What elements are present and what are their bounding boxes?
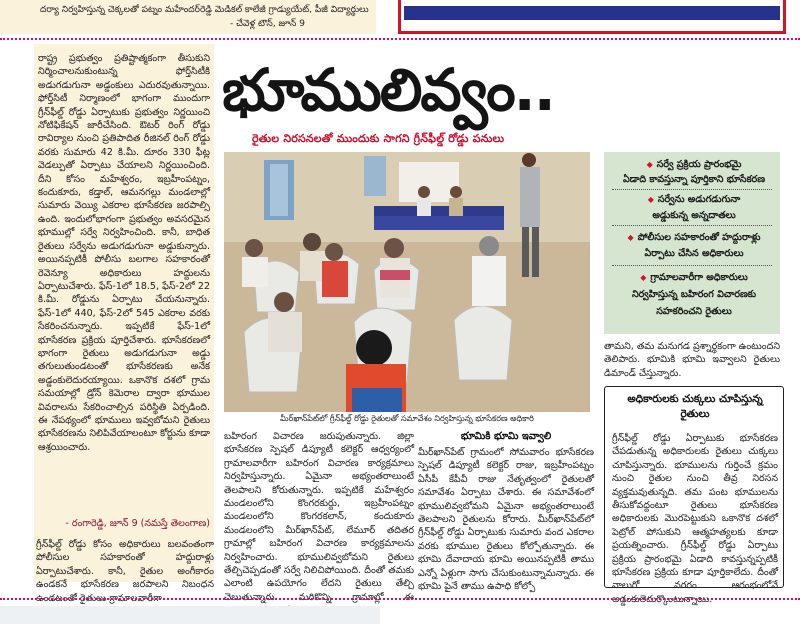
highlight-item-4: ◆ గ్రామాలవారీగా అధికారులు [640, 272, 748, 283]
diamond-bullet-icon: ◆ [640, 273, 647, 282]
highlight-divider [612, 265, 772, 266]
farmers-resist-title: అధికారులకు చుక్కలు చూపిస్తున్న రైతులు [627, 393, 763, 420]
highlight-item-4-cont: నిర్వహిస్తున్న బహిరంగ విచారణకు [631, 289, 757, 300]
left-column-lower-text: గ్రీన్‌ఫీల్డ్ రోడ్డు కోసం అధికారులు బలవంతంగా పోలీసుల సహకారంతో హద్దురాళ్లు ఏర్పాటుచేశారు. కానీ, రైతుల అంగీకారం ఉండకనే భూసేకరణ జరపాలని నిబంధన ఉండటంతో రైతులు గ్రామాలవారీగా [36, 539, 214, 604]
farmers-resist-body: గ్రీన్‌ఫీల్డ్ రోడ్డు ఏర్పాటుకు భూసేకరణ చేపడుతున్న అధికారులకు రైతులు చుక్కలు చూపిస్తున్నారు. భూములను గుర్తించే క్రమం నుంచి రైతుల నుంచి తీవ్ర నిరసన వ్యక్తమవుతున్నది. తమ పంట భూములను తీసుకోవద్దంటూ రైతులు భూసేకరణ అధికారులకు మొరపెట్టుకుని ఒకానొక దశలో పెట్రోల్ పోసుకుని ఆత్మహత్యలకు కూడా ప్రయత్నించారు. గ్రీన్‌ఫీల్డ్ రోడ్డు ఏర్పాటు ప్రక్రియ ప్రారంభమై ఏడాది కావస్తున్నప్పటికీ భూసేకరణ ప్రక్రియ కూడా పూర్తికాలేదు. దీంతో నాలుగో నగరం ఆరంభంలోనే అడ్డంకులెదుర్కొంటున్నాయి. [612, 433, 778, 605]
photo-caption: మీర్‌ఖాన్‌పేట్‌లో గ్రీన్‌ఫీల్డ్ రోడ్డు రైతులతో సమావేశం నిర్వహిస్తున్న భూసేకరణ అధికారి [224, 412, 590, 426]
highlight-item-1: ◆ సర్వే ప్రక్రియ ప్రారంభమై [646, 159, 742, 170]
middle-column-1: బహిరంగ విచారణ జరుపుతున్నారు. జిల్లా భూసేకరణ స్పెషల్ డిప్యూటీ కలెక్టర్ ఆధ్వర్యంలో గ్రామాలవారీగా బహిరంగ విచారణ కార్యక్రమాలు నిర్వహిస్తున్నారు. ఏమైనా అభ్యంతరాలుంటే తెలపాలని కోరుతున్నారు. ఇప్పటికే మహేశ్వరం మండలంలోని కొంగరకుర్దు, ఇబ్రహీంపట్నం మండలంలోని కొంగరకలాన్, కందుకూరు మండలంలోని మీర్‌ఖాన్‌పేట్, లేమూర్ తదితర గ్రామాల్లో బహిరంగ విచారణ కార్యక్రమాలను నిర్వహించారు. భూములివ్వబోమని రైతులు తేల్చిచెప్పడంతో సర్వే నిలిచిపోయింది. దీంతో తమకు ఎలాంటి ఉపయోగం లేదని రైతులు తేల్చి చెబుతున్నారు. మరికొన్ని గ్రామాల్లో ఈ [224, 431, 414, 603]
left-column-credit: - రంగారెడ్డి, జూన్ 9 (నమస్తే తెలంగాణ) [65, 518, 210, 529]
highlight-item-3: ◆ పోలీసుల సహకారంతో హద్దురాళ్లు [627, 232, 761, 243]
section-divider-top [0, 38, 800, 40]
top-right-ad-band [404, 6, 780, 20]
highlight-divider [612, 225, 772, 226]
headline: భూములివ్వం.. [222, 56, 554, 124]
highlight-item-1-cont: ఏడాది కావస్తున్నా పూర్తికాని భూసేకరణ [622, 174, 766, 185]
land-for-land-heading: భూమికి భూమి ఇవ్వాలి [460, 431, 552, 442]
next-article-strip [0, 606, 380, 624]
highlight-item-3-cont: ఏర్పాటు చేసిన అధికారులు [644, 248, 744, 259]
highlights-box [604, 152, 780, 334]
diamond-bullet-icon: ◆ [627, 233, 634, 242]
middle-column-2: మీర్‌ఖాన్‌పేట్ గ్రామంలో సోమవారం భూసేకరణ స్పెషల్ డిప్యూటీ కలెక్టర్ రాజు, ఇబ్రహీంపట్నం ఏసీపీ కేపీవీ రాజు నేతృత్వంలో రైతులతో సమావేశం ఏర్పాటు చేశారు. ఈ సమావేశంలో భూములివ్వబోమని ఏమైనా అభ్యంతరాలుంటే తెలపాలని రైతులను కోరారు. మీర్‌ఖాన్‌పేట్‌లో గ్రీన్‌ఫీల్డ్ రోడ్డు ఏర్పాటుకు సుమారు వంద ఎకరాల వరకు భూముల రైతులు కోల్పోతున్నారు. ఈ భూమి దేవాదాయ భూమి అయినప్పటికీ తాము ఎన్నో ఏళ్లుగా సాగు చేసుకుంటున్నామన్నారు. ఈ భూమి పైనే తాము ఉపాధి కోల్పో [418, 447, 594, 593]
previous-article-text: దర్యా నిర్వహిస్తున్న చెక్కలతో పట్నం మహేందర్‌రెడ్డి మెడికల్ కాలేజీ గ్రాడ్యుయేట్, పీజీ విద్యార్థులు [40, 5, 369, 15]
left-column-body: రాష్ట్ర ప్రభుత్వం ప్రతిష్టాత్మకంగా తీసుకుని నిర్మించాలనుకుంటున్న ఫోర్త్‌సిటీకి అడుగడుగునా అడ్డంకులు ఎదురవుతున్నాయి. ఫోర్త్‌సిటీ నిర్మాణంలో భాగంగా ముందుగా గ్రీన్‌ఫీల్డ్ రోడ్డు ఏర్పాటుకు ప్రభుత్వం నిర్ణయించి నోటిఫికేషన్ జారీచేసింది. ఔటర్ రింగ్ రోడ్డు రావిర్యాల నుంచి ప్రతిపాదిత రీజినల్ రింగ్ రోడ్డు వరకు సుమారు 42 కి.మీ. దూరం 330 ఫీట్ల వెడల్పుతో ఏర్పాటు చేయాలని నిర్ణయించింది. దీని కోసం మహేశ్వరం, ఇబ్రహీంపట్నం, కందుకూరు, కడ్తాల్, ఆమనగల్లు మండలాల్లో సుమారు వెయ్యి ఎకరాల భూసేకరణ జరపాల్సి ఉంది. ఇందులోభాగంగా ప్రభుత్వం అవసరమైన భూముల్లో సర్వే నిర్వహించింది. కానీ, బాధిత రైతులు సర్వేను అడుగడుగునా అడ్డుకున్నారు. అయినప్పటికీ పోలీసు బలగాల సహకారంతో రెవెన్యూ అధికారులు హద్దులను ఏర్పాటుచేశారు. ఫేస్-1లో 18.5, ఫేస్-2లో 22 కి.మీ. రోడ్డును ఏర్పాటు చేయనున్నారు. ఫేస్-1లో 440, ఫేస్-2లో 545 ఎకరాల వరకు సేకరించనున్నారు. ఇప్పటికే ఫేస్-1లో భూసేకరణ ప్రక్రియ పూర్తిచేశారు. భూసేకరణలో భాగంగా రైతులు అడుగడుగునా అడ్డు తగులుతుండటంతో భూసేకరణకు అనేక అడ్డంకులెదురయ్యాయి. ఒకానొక దశలో గ్రామ సమయాల్లో డ్రోన్ కెమెరాల ద్వారా భూముల వివరాలను సేకరించాల్సిన పరిస్థితి ఏర్పడింది. ఈ నేపథ్యంలో భూములు ఇవ్వబోమని రైతులు భూసేకరణను నిలిపివేయాలంటూ కోర్టును కూడా ఆశ్రయించారు. [38, 53, 210, 453]
subheadline: రైతుల నిరసనలతో ముందుకు సాగని గ్రీన్‌ఫీల్డ్ రోడ్డు పనులు [252, 132, 505, 145]
highlight-item-2-cont: అడ్డుకున్న అన్నదాతలు [652, 210, 736, 221]
highlight-item-2: ◆ సర్వేను అడుగడుగునా [647, 194, 741, 205]
previous-article-credit: - చేవెళ్ల టౌన్, జూన్ 9 [230, 19, 305, 29]
meeting-photo [224, 152, 590, 412]
highlight-item-4-cont2: సహకరించని రైతులు [656, 306, 732, 317]
right-column-text: తామని, తమ మనుగడ ప్రశ్నార్థకంగా ఉంటుందని తెలిపారు. భూమికి భూమి ఇవ్వాలని రైతులు డిమాండ్ చేస్తున్నారు. [604, 341, 780, 379]
diamond-bullet-icon: ◆ [647, 195, 654, 204]
meeting-photo-illustration [224, 152, 590, 412]
diamond-bullet-icon: ◆ [646, 160, 653, 169]
section-divider-bottom [0, 598, 800, 600]
highlight-divider [612, 189, 772, 190]
